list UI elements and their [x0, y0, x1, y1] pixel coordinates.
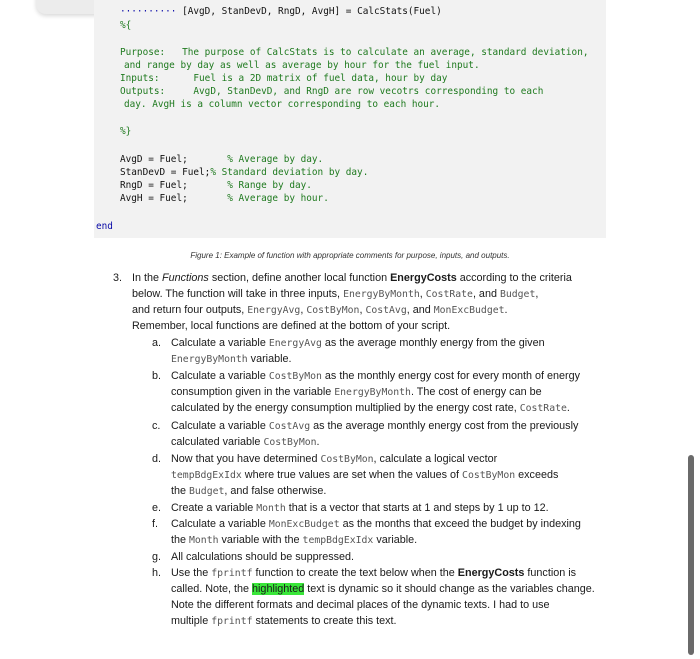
outputs-line-1: Outputs: AvgD, StanDevD, and RngD are row vecotrs corresponding to each: [120, 86, 544, 97]
code-line-avgd: AvgD = Fuel; % Average by day.: [120, 154, 324, 165]
figure-caption: Figure 1: Example of function with appropriate comments for purpose, inputs, and outputs.: [190, 251, 510, 260]
function-keyword-partial: ··········: [120, 6, 177, 17]
step3-line-3: and return four outputs, EnergyAvg, CostByMon, CostAvg, and MonExcBudget.: [132, 304, 508, 316]
item-b-line-1: Calculate a variable CostByMon as the monthly energy cost for every month of energy: [171, 370, 580, 382]
item-c-line-1: Calculate a variable CostAvg as the average monthly energy cost from the previously: [171, 420, 579, 432]
item-f-line-1: Calculate a variable MonExcBudget as the months that exceed the budget by indexing: [171, 518, 581, 530]
item-f-line-2: the Month variable with the tempBdgExIdx variable.: [171, 534, 418, 546]
step3-line-1: In the Functions section, define another local function EnergyCosts according to the criteria: [132, 272, 572, 284]
item-f-label: f.: [152, 518, 158, 530]
item-e-label: e.: [152, 502, 162, 514]
item-d-line-1: Now that you have determined CostByMon, calculate a logical vector: [171, 453, 498, 465]
function-signature: [120, 5, 442, 18]
code-line-rngd: RngD = Fuel; % Range by day.: [120, 180, 312, 191]
step3-line-4: Remember, local functions are defined at the bottom of your script.: [132, 320, 451, 332]
block-comment-open: %{: [120, 20, 132, 31]
inputs-line: Inputs: Fuel is a 2D matrix of fuel data, hour by day: [120, 73, 448, 84]
item-a-line-2: EnergyByMonth variable.: [171, 353, 292, 365]
item-g-line-1: All calculations should be suppressed.: [171, 551, 355, 563]
item-g-label: g.: [152, 551, 162, 563]
item-c-line-2: calculated variable CostByMon.: [171, 436, 320, 448]
item-a-line-1: Calculate a variable EnergyAvg as the average monthly energy from the given: [171, 337, 545, 349]
code-line-standevd: StanDevD = Fuel;% Standard deviation by day.: [120, 167, 369, 178]
code-listing: [94, 0, 606, 238]
item-d-line-2: tempBdgExIdx where true values are set when the values of CostByMon exceeds: [171, 469, 559, 481]
item-d-line-3: the Budget, and false otherwise.: [171, 485, 327, 497]
item-h-line-2: called. Note, the highlighted text is dynamic so it should change as the variables change.: [171, 583, 595, 595]
code-line-avgh: AvgH = Fuel; % Average by hour.: [120, 193, 329, 204]
item-h-line-1: Use the fprintf function to create the text below when the EnergyCosts function is: [171, 567, 577, 579]
item-b-line-3: calculated by the energy consumption multiplied by the energy cost rate, CostRate.: [171, 402, 570, 414]
step-number: 3.: [113, 272, 123, 284]
signature-text: [AvgD, StanDevD, RngD, AvgH] = CalcStats(Fuel): [182, 6, 442, 17]
end-keyword: end: [96, 221, 113, 232]
item-h-line-3: Note the different formats and decimal places of the dynamic texts. I had to use: [171, 599, 550, 611]
purpose-line-2: and range by day as well as average by hour for the fuel input.: [124, 60, 480, 71]
item-a-label: a.: [152, 337, 162, 349]
item-b-label: b.: [152, 370, 162, 382]
step3-line-2: below. The function will take in three inputs, EnergyByMonth, CostRate, and Budget,: [132, 288, 539, 300]
vertical-scrollbar-thumb[interactable]: [688, 455, 694, 655]
outputs-line-2: day. AvgH is a column vector corresponding to each hour.: [124, 99, 441, 110]
highlighted-word: highlighted: [252, 583, 305, 595]
item-d-label: d.: [152, 453, 162, 465]
purpose-line-1: Purpose: The purpose of CalcStats is to calculate an average, standard deviation,: [120, 47, 589, 58]
item-h-line-4: multiple fprintf statements to create this text.: [171, 615, 397, 627]
item-h-label: h.: [152, 567, 162, 579]
block-comment-close: %}: [120, 126, 132, 137]
item-e-line-1: Create a variable Month that is a vector that starts at 1 and steps by 1 up to 12.: [171, 502, 549, 514]
item-b-line-2: consumption given in the variable EnergyByMonth. The cost of energy can be: [171, 386, 542, 398]
item-c-label: c.: [152, 420, 161, 432]
